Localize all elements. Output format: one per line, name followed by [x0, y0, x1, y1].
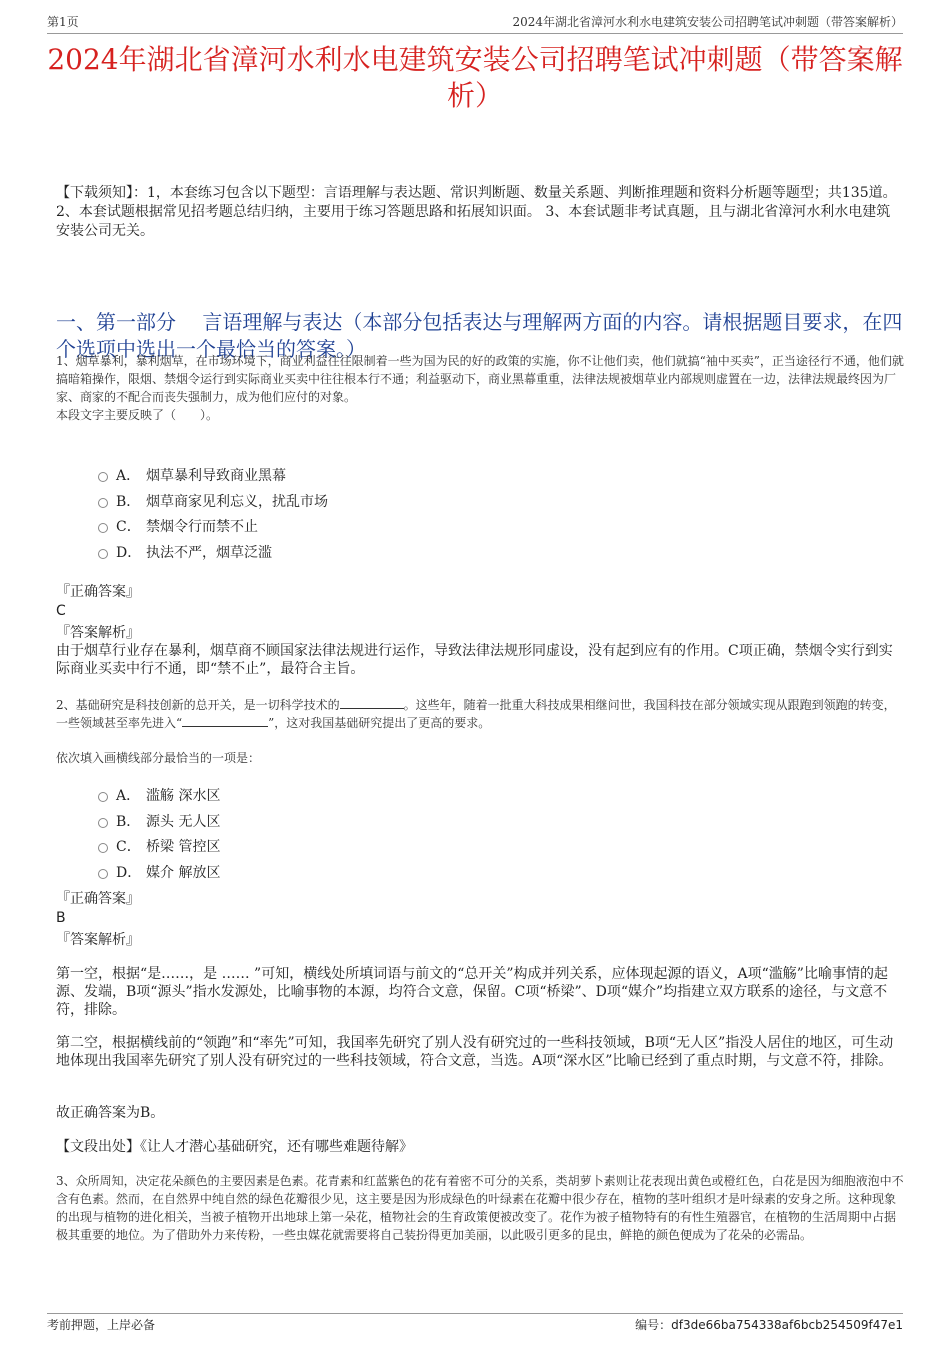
- option-a[interactable]: A． 烟草暴利导致商业黑幕: [98, 462, 328, 488]
- radio-icon[interactable]: [98, 818, 108, 828]
- option-c[interactable]: C． 桥梁 管控区: [98, 833, 220, 859]
- question-2-answer: B: [56, 910, 66, 926]
- correct-answer-label: 『正确答案』: [56, 584, 140, 600]
- question-1-prompt: 本段文字主要反映了（ ）。: [56, 408, 219, 422]
- question-2-analysis-1: 第一空，根据“是……，是 …… ”可知，横线处所填词语与前文的“总开关”构成并列关系，应体现起源的语义，A项“滥觞”比喻事情的起源、发端，B项“源头”指水发源处，比喻事物的本源，均符合文意，保留。C项“桥梁”、D项“媒介”均指建立双方联系的途径，与文意不符，排除。: [56, 966, 888, 1018]
- fill-blank-2: [182, 714, 268, 727]
- question-2-options: [98, 782, 220, 885]
- question-1-stem: 1、烟草暴利，暴利烟草，在市场环境下，商业利益往往限制着一些为国为民的好的政策的实施，你不让他们卖，他们就搞“袖中买卖”，正当途径行不通，他们就搞暗箱操作，限烟、禁烟令运行到实际商业买卖中往往根本行不通；利益驱动下，商业黑幕重重，法律法规被烟草业内部规则虚置在一边，法律法规最终因为厂家、商家的不配合而丧失强制力，成为他们应付的对象。 本段文字主要反映了（ ）。: [56, 354, 904, 422]
- option-c[interactable]: C． 禁烟令行而禁不止: [98, 513, 328, 539]
- footer-slogan: 考前押题，上岸必备: [47, 1318, 156, 1332]
- header-doc-title: 2024年湖北省漳河水利水电建筑安装公司招聘笔试冲刺题（带答案解析）: [512, 15, 903, 29]
- question-2-conclusion: 故正确答案为B。: [56, 1105, 165, 1121]
- question-2-source: 【文段出处】《让人才潜心基础研究，还有哪些难题待解》: [56, 1139, 413, 1155]
- question-2-prompt: 依次填入画横线部分最恰当的一项是：: [56, 751, 261, 765]
- correct-answer-label: 『正确答案』: [56, 891, 140, 907]
- section-heading: 一、第一部分 言语理解与表达（本部分包括表达与理解两方面的内容。请根据题目要求，在四个选项中选出一个最恰当的答案。）: [56, 310, 903, 361]
- question-1-options: [98, 462, 328, 565]
- question-3-stem: 3、众所周知，决定花朵颜色的主要因素是色素。花青素和红蓝紫色的花有着密不可分的关系，类胡萝卜素则让花表现出黄色或橙红色，白花是因为细胞液泡中不含有色素。然而，在自然界中纯自然的绿色花瓣很少见，这主要是因为形成绿色的叶绿素在花瓣中很少存在，植物的茎叶组织才是叶绿素的安身之所。这种现象的出现与植物的进化相关，当被子植物开出地球上第一朵花，植物社会的生育政策便被改变了。花作为被子植物特有的有性生殖器官，在植物的生活周期中占据极其重要的地位。为了借助外力来传粉，一些虫媒花就需要将自己装扮得更加美丽，以此吸引更多的昆虫，鲜艳的颜色便成为了花朵的必需品。: [56, 1174, 904, 1242]
- question-2-analysis-2: 第二空，根据横线前的“领跑”和“率先”可知，我国率先研究了别人没有研究过的一些科技领域，B项“无人区”指没人居住的地区，可生动地体现出我国率先研究了别人没有研究过的一些科技领域，符合文意，当选。A项“深水区”比喻已经到了重点时期，与文意不符，排除。: [56, 1035, 894, 1069]
- radio-icon[interactable]: [98, 472, 108, 482]
- radio-icon[interactable]: [98, 869, 108, 879]
- question-1-answer: C: [56, 603, 66, 619]
- footer-code: 编号：df3de66ba754338af6bcb254509f47e1: [635, 1318, 903, 1332]
- option-d[interactable]: D． 执法不严，烟草泛滥: [98, 539, 328, 565]
- radio-icon[interactable]: [98, 843, 108, 853]
- option-d[interactable]: D． 媒介 解放区: [98, 859, 220, 885]
- question-1-analysis: 由于烟草行业存在暴利，烟草商不顾国家法律法规进行运作，导致法律法规形同虚设，没有起到应有的作用。C项正确，禁烟令实行到实际商业买卖中行不通，即“禁不止”，最符合主旨。: [56, 643, 893, 677]
- analysis-label: 『答案解析』: [56, 625, 140, 641]
- fill-blank-1: [340, 696, 404, 709]
- page-number: 第1页: [47, 15, 79, 29]
- option-a[interactable]: A． 滥觞 深水区: [98, 782, 220, 808]
- download-notice: 【下载须知】：1，本套练习包含以下题型：言语理解与表达题、常识判断题、数量关系题、判断推理题和资料分析题等题型；共135道。 2、本套试题根据常见招考题总结归纳，主要用于练习答题思路和拓展知识面。 3、本套试题非考试真题，且与湖北省漳河水利水电建筑安装公司无关。: [56, 185, 897, 239]
- radio-icon[interactable]: [98, 523, 108, 533]
- question-2-stem: 2、基础研究是科技创新的总开关，是一切科学技术的 。这些年，随着一批重大科技成果相继问世，我国科技在部分领域实现从跟跑到领跑的转变，一些领域甚至率先进入“ ”，这对我国基础研究提出了更高的要求。: [56, 698, 896, 730]
- option-b[interactable]: B． 烟草商家见利忘义，扰乱市场: [98, 488, 328, 514]
- option-b[interactable]: B． 源头 无人区: [98, 808, 220, 834]
- radio-icon[interactable]: [98, 498, 108, 508]
- radio-icon[interactable]: [98, 549, 108, 559]
- page-header: [47, 13, 903, 34]
- page-title: 2024年湖北省漳河水利水电建筑安装公司招聘笔试冲刺题（带答案解析）: [47, 43, 903, 112]
- page-footer: [47, 1313, 903, 1332]
- radio-icon[interactable]: [98, 792, 108, 802]
- analysis-label: 『答案解析』: [56, 932, 140, 948]
